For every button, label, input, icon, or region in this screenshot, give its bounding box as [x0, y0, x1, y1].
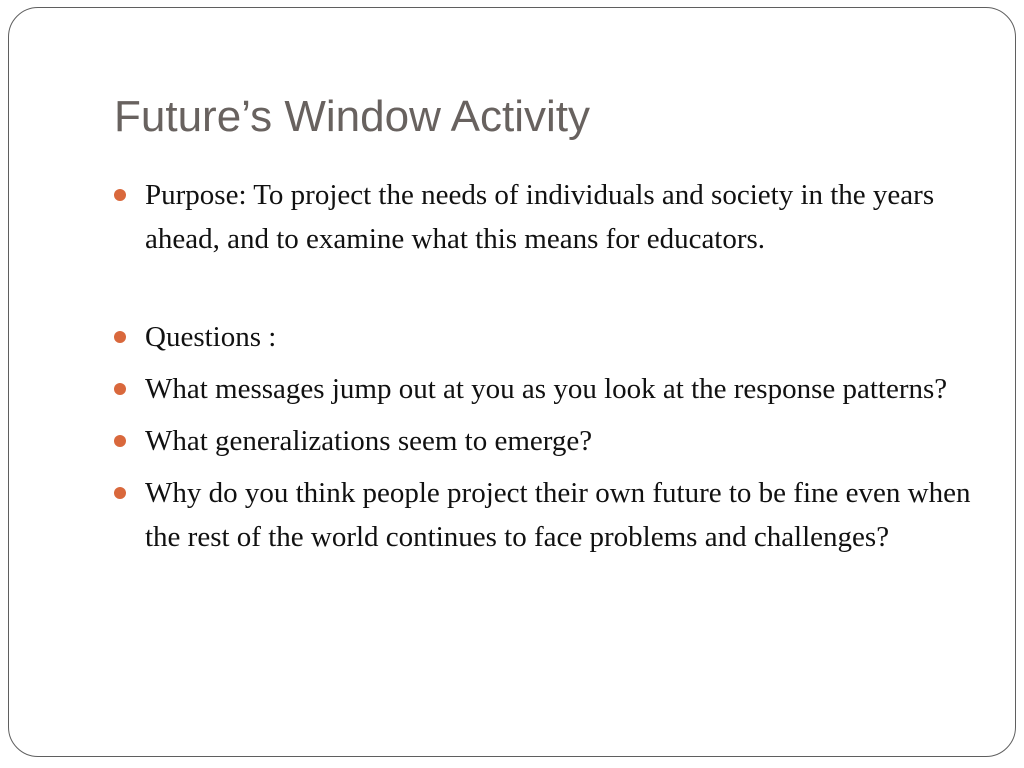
bullet-text: Questions : [145, 321, 277, 353]
bullet-item-why [113, 471, 973, 559]
bullet-item-purpose [113, 173, 973, 261]
bullet-dot-icon [114, 331, 126, 343]
bullet-text: What messages jump out at you as you look at the response patterns? [145, 373, 948, 405]
bullet-text: What generalizations seem to emerge? [145, 425, 593, 457]
slide-title: Future’s Window Activity [114, 92, 591, 141]
bullet-text: Purpose: To project the needs of individuals and society in the years ahead, and to examine what this means for educators. [145, 179, 935, 255]
slide [8, 7, 1016, 757]
bullet-item-generalizations [113, 419, 973, 463]
bullet-list [113, 173, 973, 567]
bullet-dot-icon [114, 435, 126, 447]
bullet-item-questions [113, 315, 973, 359]
bullet-item-messages [113, 367, 973, 411]
bullet-dot-icon [114, 383, 126, 395]
bullet-dot-icon [114, 487, 126, 499]
bullet-dot-icon [114, 189, 126, 201]
bullet-text: Why do you think people project their own future to be fine even when the rest of the world continues to face problems and challenges? [145, 477, 971, 553]
